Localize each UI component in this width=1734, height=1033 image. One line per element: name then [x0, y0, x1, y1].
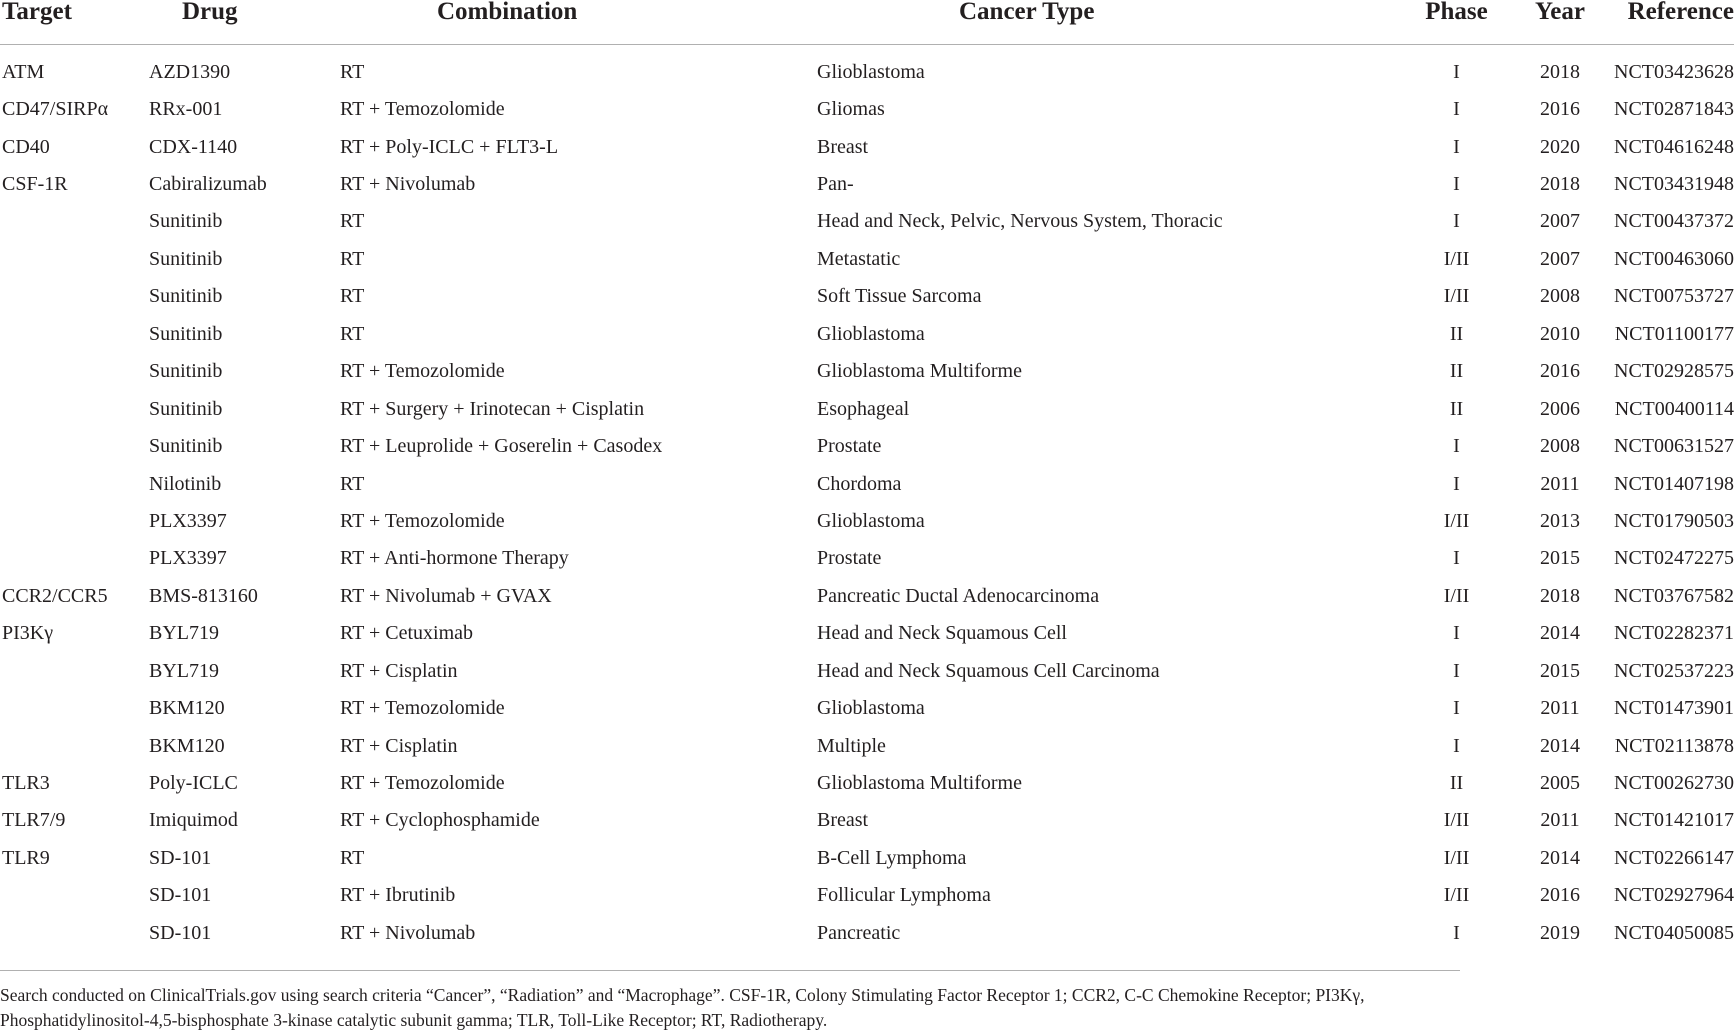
cell-target: CCR2/CCR5 [2, 584, 108, 607]
cell-year: 2007 [1540, 210, 1580, 233]
cell-drug: CDX-1140 [149, 135, 238, 158]
cell-reference: NCT04050085 [1614, 921, 1734, 944]
cell-phase: I [1453, 98, 1460, 121]
cell-cancer-type: Prostate [817, 435, 882, 458]
cell-cancer-type: Gliomas [817, 98, 885, 121]
cell-combination: RT [340, 210, 365, 233]
cell-target: PI3Kγ [2, 622, 54, 645]
cell-combination: RT + Cetuximab [340, 622, 474, 645]
table-body [0, 45, 1734, 952]
cell-target [0, 278, 149, 315]
header-year: Year [1514, 0, 1606, 45]
table-row [0, 390, 1734, 427]
cell-target: CD47/SIRPα [2, 98, 109, 121]
cell-phase: I [1453, 173, 1460, 196]
cell-year: 2008 [1540, 285, 1580, 308]
table-row [0, 764, 1734, 801]
cell-combination: RT + Surgery + Irinotecan + Cisplatin [340, 397, 645, 420]
table-footnote: Search conducted on ClinicalTrials.gov using search criteria “Cancer”, “Radiation” and “Macrophage”. CSF-1R, Colony Stimulating Factor Receptor 1; CCR2, C-C Chemokine Receptor; PI3Kγ, Phosphatidylinositol-4,5-bisphosphate 3-kinase catalytic subunit gamma; TLR, Toll-Like Receptor; RT, Radiotherapy. [0, 970, 1460, 1033]
cell-target: CSF-1R [2, 173, 68, 196]
cell-reference: NCT03431948 [1614, 173, 1734, 196]
cell-combination: RT + Leuprolide + Goserelin + Casodex [340, 435, 663, 458]
cell-reference: NCT02266147 [1614, 846, 1734, 869]
cell-year: 2007 [1540, 247, 1580, 270]
cell-combination: RT + Nivolumab [340, 173, 476, 196]
cell-phase: I [1453, 547, 1460, 570]
cell-reference: NCT00463060 [1614, 247, 1734, 270]
cell-drug: SD-101 [149, 846, 212, 869]
table-row [0, 128, 1734, 165]
cell-combination: RT [340, 472, 365, 495]
cell-reference: NCT00753727 [1614, 285, 1734, 308]
cell-reference: NCT01407198 [1614, 472, 1734, 495]
cell-cancer-type: Glioblastoma Multiforme [817, 360, 1022, 383]
cell-phase: I/II [1443, 846, 1470, 869]
cell-year: 2015 [1540, 547, 1580, 570]
cell-combination: RT + Poly-ICLC + FLT3-L [340, 135, 559, 158]
cell-target [0, 427, 149, 464]
cell-year: 2011 [1540, 697, 1580, 720]
cell-reference: NCT00400114 [1614, 397, 1734, 420]
cell-reference: NCT01790503 [1614, 509, 1734, 532]
cell-year: 2011 [1540, 472, 1580, 495]
cell-drug: BMS-813160 [149, 584, 258, 607]
cell-phase: I [1453, 135, 1460, 158]
header-target: Target [0, 0, 149, 45]
cell-phase: I/II [1443, 247, 1470, 270]
table-row [0, 877, 1734, 914]
cell-year: 2008 [1540, 435, 1580, 458]
table-row [0, 502, 1734, 539]
cell-year: 2020 [1540, 135, 1580, 158]
cell-drug: PLX3397 [149, 509, 227, 532]
cell-cancer-type: Breast [817, 135, 869, 158]
cell-cancer-type: Head and Neck Squamous Cell Carcinoma [817, 659, 1160, 682]
cell-year: 2018 [1540, 60, 1580, 83]
cell-combination: RT + Temozolomide [340, 360, 505, 383]
cell-combination: RT + Nivolumab [340, 921, 476, 944]
cell-year: 2006 [1540, 397, 1580, 420]
cell-drug: SD-101 [149, 921, 212, 944]
cell-reference: NCT02113878 [1614, 734, 1734, 757]
cell-drug: Sunitinib [149, 285, 223, 308]
header-cancer-type: Cancer Type [817, 0, 1399, 45]
cell-year: 2016 [1540, 360, 1580, 383]
cell-phase: I/II [1443, 809, 1470, 832]
cell-drug: BKM120 [149, 734, 225, 757]
cell-reference: NCT02928575 [1614, 360, 1734, 383]
cell-target [0, 652, 149, 689]
cell-drug: Cabiralizumab [149, 173, 267, 196]
cell-drug: PLX3397 [149, 547, 227, 570]
cell-phase: I [1453, 210, 1460, 233]
cell-drug: BYL719 [149, 622, 219, 645]
cell-combination: RT + Anti-hormone Therapy [340, 547, 569, 570]
cell-phase: I/II [1443, 509, 1470, 532]
cell-drug: Sunitinib [149, 397, 223, 420]
table-row [0, 652, 1734, 689]
cell-combination: RT + Cisplatin [340, 734, 458, 757]
cell-combination: RT [340, 322, 365, 345]
table-row [0, 165, 1734, 202]
cell-drug: Poly-ICLC [149, 772, 238, 795]
header-row [0, 0, 1734, 45]
cell-year: 2018 [1540, 584, 1580, 607]
table-row [0, 839, 1734, 876]
header-phase: Phase [1399, 0, 1514, 45]
cell-year: 2016 [1540, 98, 1580, 121]
cell-phase: I [1453, 734, 1460, 757]
cell-combination: RT + Ibrutinib [340, 884, 456, 907]
table-row [0, 914, 1734, 951]
table-row [0, 427, 1734, 464]
cell-target [0, 727, 149, 764]
cell-phase: II [1449, 397, 1464, 420]
header-drug: Drug [149, 0, 340, 45]
cell-target [0, 390, 149, 427]
cell-drug: Imiquimod [149, 809, 238, 832]
cell-cancer-type: Follicular Lymphoma [817, 884, 991, 907]
cell-year: 2011 [1540, 809, 1580, 832]
table-row [0, 540, 1734, 577]
cell-target [0, 315, 149, 352]
cell-target [0, 240, 149, 277]
table-row [0, 802, 1734, 839]
cell-phase: I [1453, 921, 1460, 944]
cell-year: 2019 [1540, 921, 1580, 944]
cell-cancer-type: Breast [817, 809, 869, 832]
cell-reference: NCT01421017 [1614, 809, 1734, 832]
cell-year: 2014 [1540, 846, 1580, 869]
cell-target [0, 877, 149, 914]
cell-cancer-type: Glioblastoma [817, 697, 925, 720]
cell-cancer-type: Glioblastoma [817, 60, 925, 83]
cell-target: CD40 [2, 135, 50, 158]
cell-phase: I/II [1443, 884, 1470, 907]
table-row [0, 240, 1734, 277]
cell-target: ATM [2, 60, 45, 83]
cell-cancer-type: Metastatic [817, 247, 901, 270]
table-row [0, 353, 1734, 390]
cell-target [0, 540, 149, 577]
cell-target: TLR3 [2, 772, 50, 795]
cell-target: TLR7/9 [2, 809, 66, 832]
cell-reference: NCT03767582 [1614, 584, 1734, 607]
cell-combination: RT + Nivolumab + GVAX [340, 584, 552, 607]
cell-drug: RRx-001 [149, 98, 223, 121]
cell-combination: RT [340, 247, 365, 270]
cell-year: 2016 [1540, 884, 1580, 907]
table-row [0, 278, 1734, 315]
cell-phase: I [1453, 435, 1460, 458]
cell-target [0, 502, 149, 539]
cell-cancer-type: Glioblastoma [817, 322, 925, 345]
cell-drug: Sunitinib [149, 210, 223, 233]
cell-phase: I [1453, 697, 1460, 720]
table-header [0, 0, 1734, 45]
cell-year: 2013 [1540, 509, 1580, 532]
cell-combination: RT [340, 846, 365, 869]
cell-year: 2018 [1540, 173, 1580, 196]
cell-reference: NCT03423628 [1614, 60, 1734, 83]
cell-target [0, 914, 149, 951]
cell-reference: NCT01100177 [1614, 322, 1734, 345]
cell-reference: NCT04616248 [1614, 135, 1734, 158]
cell-drug: Sunitinib [149, 360, 223, 383]
cell-target [0, 689, 149, 726]
cell-target [0, 353, 149, 390]
cell-reference: NCT02537223 [1614, 659, 1734, 682]
cell-cancer-type: Pan- [817, 173, 854, 196]
cell-cancer-type: Glioblastoma Multiforme [817, 772, 1022, 795]
cell-drug: BKM120 [149, 697, 225, 720]
cell-phase: I [1453, 472, 1460, 495]
cell-cancer-type: Prostate [817, 547, 882, 570]
cell-combination: RT + Cisplatin [340, 659, 458, 682]
table-row [0, 615, 1734, 652]
cell-phase: II [1449, 772, 1464, 795]
cell-cancer-type: Pancreatic Ductal Adenocarcinoma [817, 584, 1100, 607]
cell-phase: II [1449, 360, 1464, 383]
cell-target [0, 203, 149, 240]
cell-phase: I/II [1443, 584, 1470, 607]
cell-phase: I [1453, 659, 1460, 682]
table-row [0, 465, 1734, 502]
cell-combination: RT + Temozolomide [340, 509, 505, 532]
table-row [0, 203, 1734, 240]
cell-drug: Nilotinib [149, 472, 222, 495]
cell-year: 2014 [1540, 622, 1580, 645]
cell-target: TLR9 [2, 846, 50, 869]
cell-reference: NCT02927964 [1614, 884, 1734, 907]
cell-drug: Sunitinib [149, 435, 223, 458]
cell-drug: Sunitinib [149, 322, 223, 345]
cell-combination: RT + Temozolomide [340, 697, 505, 720]
cell-phase: I [1453, 622, 1460, 645]
cell-phase: I [1453, 60, 1460, 83]
cell-phase: II [1449, 322, 1464, 345]
cell-combination: RT [340, 60, 365, 83]
table-row [0, 577, 1734, 614]
cell-year: 2015 [1540, 659, 1580, 682]
cell-cancer-type: Glioblastoma [817, 509, 925, 532]
header-combination: Combination [340, 0, 817, 45]
cell-reference: NCT02472275 [1614, 547, 1734, 570]
cell-drug: BYL719 [149, 659, 219, 682]
cell-cancer-type: Multiple [817, 734, 886, 757]
cell-cancer-type: Chordoma [817, 472, 902, 495]
cell-reference: NCT00262730 [1614, 772, 1734, 795]
cell-cancer-type: Soft Tissue Sarcoma [817, 285, 982, 308]
cell-year: 2014 [1540, 734, 1580, 757]
cell-reference: NCT02282371 [1614, 622, 1734, 645]
cell-year: 2010 [1540, 322, 1580, 345]
cell-combination: RT + Temozolomide [340, 772, 505, 795]
cell-cancer-type: Head and Neck, Pelvic, Nervous System, Thoracic [817, 210, 1223, 233]
cell-drug: Sunitinib [149, 247, 223, 270]
cell-reference: NCT01473901 [1614, 697, 1734, 720]
cell-drug: AZD1390 [149, 60, 231, 83]
table-row [0, 45, 1734, 91]
cell-cancer-type: B-Cell Lymphoma [817, 846, 967, 869]
cell-combination: RT + Cyclophosphamide [340, 809, 540, 832]
table-row [0, 727, 1734, 764]
cell-cancer-type: Head and Neck Squamous Cell [817, 622, 1067, 645]
table-row [0, 90, 1734, 127]
cell-combination: RT + Temozolomide [340, 98, 505, 121]
cell-drug: SD-101 [149, 884, 212, 907]
cell-cancer-type: Pancreatic [817, 921, 901, 944]
header-reference: Reference [1606, 0, 1734, 45]
cell-reference: NCT00437372 [1614, 210, 1734, 233]
cell-phase: I/II [1443, 285, 1470, 308]
cell-cancer-type: Esophageal [817, 397, 910, 420]
cell-year: 2005 [1540, 772, 1580, 795]
cell-reference: NCT00631527 [1614, 435, 1734, 458]
cell-target [0, 465, 149, 502]
table-row [0, 315, 1734, 352]
cell-combination: RT [340, 285, 365, 308]
cell-reference: NCT02871843 [1614, 98, 1734, 121]
table-row [0, 689, 1734, 726]
